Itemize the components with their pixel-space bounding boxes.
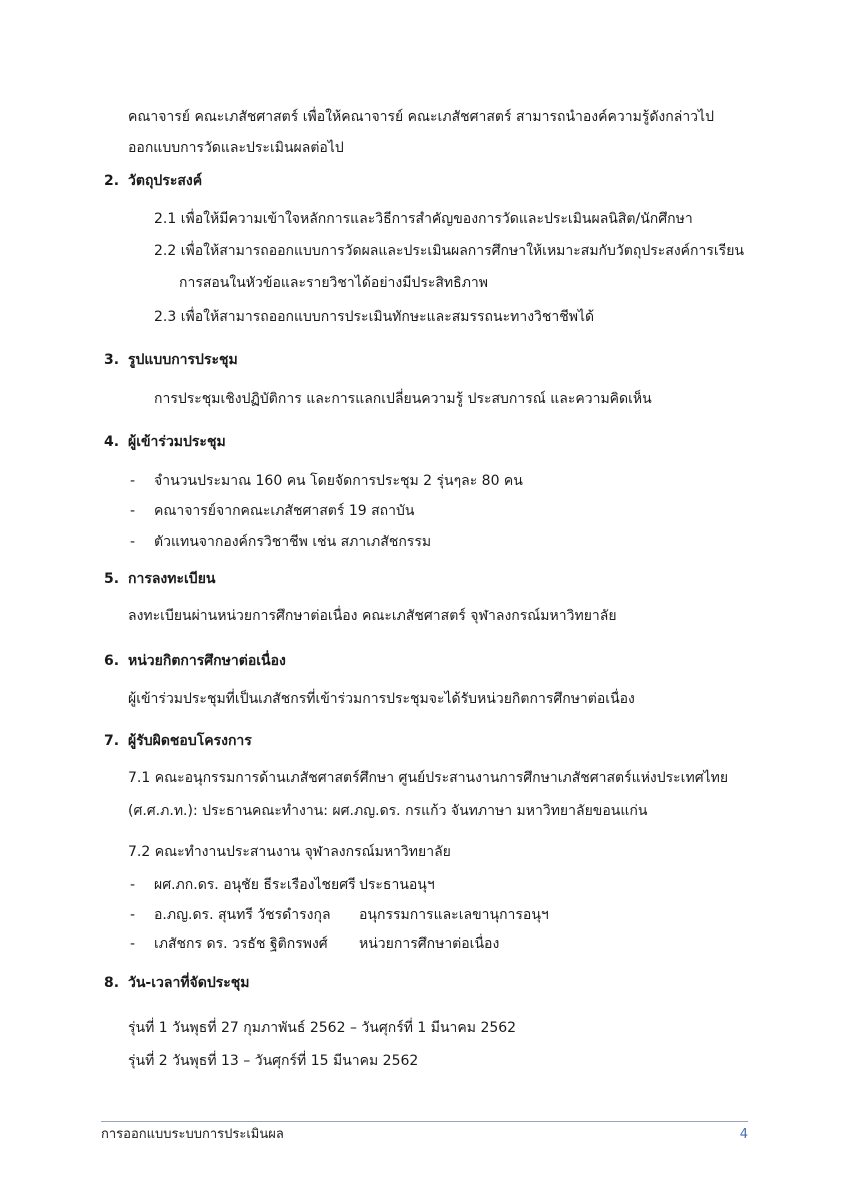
section-6-number: 6. xyxy=(104,653,120,669)
objective-2-2: 2.2 เพื่อให้สามารถออกแบบการวัดผลและประเมินผลการศึกษาให้เหมาะสมกับวัตถุประสงค์การเรียน xyxy=(154,243,744,259)
objective-2-2-cont: การสอนในหัวข้อและรายวิชาได้อย่างมีประสิทธิภาพ xyxy=(179,275,489,291)
section-7-2-title: 7.2 คณะทำงานประสานงาน จุฬาลงกรณ์มหาวิทยาลัย xyxy=(128,844,451,860)
section-5-title: การลงทะเบียน xyxy=(128,571,216,587)
committee-member-name: เภสัชกร ดร. วรธัช ฐิติกรพงศ์ xyxy=(154,936,328,952)
bullet-dash: - xyxy=(130,503,136,519)
objective-2-3: 2.3 เพื่อให้สามารถออกแบบการประเมินทักษะและสมรรถนะทางวิชาชีพได้ xyxy=(154,309,595,325)
participant-item: ตัวแทนจากองค์กรวิชาชีพ เช่น สภาเภสัชกรรม xyxy=(154,534,432,550)
bullet-dash: - xyxy=(130,534,136,550)
bullet-dash: - xyxy=(130,877,136,893)
section-7-1-line-1: 7.1 คณะอนุกรรมการด้านเภสัชศาสตร์ศึกษา ศูนย์ประสานงานการศึกษาเภสัชศาสตร์แห่งประเทศไทย xyxy=(128,770,729,786)
participant-item: คณาจารย์จากคณะเภสัชศาสตร์ 19 สถาบัน xyxy=(154,503,415,519)
committee-member-role: อนุกรรมการและเลขานุการอนุฯ xyxy=(359,907,549,923)
section-8-title: วัน-เวลาที่จัดประชุม xyxy=(128,975,250,991)
section-7-1-line-2: (ศ.ศ.ภ.ท.): ประธานคณะทำงาน: ผศ.ภญ.ดร. กรแก้ว จันทภาษา มหาวิทยาลัยขอนแก่น xyxy=(128,803,648,819)
section-7-title: ผู้รับผิดชอบโครงการ xyxy=(128,733,252,749)
objective-2-1: 2.1 เพื่อให้มีความเข้าใจหลักการและวิธีการสำคัญของการวัดและประเมินผลนิสิต/นักศึกษา xyxy=(154,211,693,227)
committee-member-role: ประธานอนุฯ xyxy=(359,877,435,893)
page-number: 4 xyxy=(739,1127,748,1142)
bullet-dash: - xyxy=(130,473,136,489)
committee-member-role: หน่วยการศึกษาต่อเนื่อง xyxy=(359,936,500,952)
intro-line-2: ออกแบบการวัดและประเมินผลต่อไป xyxy=(128,140,344,156)
committee-member-name: อ.ภญ.ดร. สุนทรี วัชรดำรงกุล xyxy=(154,907,331,923)
section-6-title: หน่วยกิตการศึกษาต่อเนื่อง xyxy=(128,653,286,669)
section-7-number: 7. xyxy=(104,733,120,749)
bullet-dash: - xyxy=(130,936,136,952)
section-5-number: 5. xyxy=(104,571,120,587)
committee-member-name: ผศ.ภก.ดร. อนุชัย ธีระเรืองไชยศรี xyxy=(154,877,356,893)
section-3-number: 3. xyxy=(104,352,120,368)
section-2-title: วัตถุประสงค์ xyxy=(128,173,203,189)
schedule-line: รุ่นที่ 1 วันพุธที่ 27 กุมภาพันธ์ 2562 – วันศุกร์ที่ 1 มีนาคม 2562 xyxy=(128,1020,517,1036)
bullet-dash: - xyxy=(130,907,136,923)
section-5-body: ลงทะเบียนผ่านหน่วยการศึกษาต่อเนื่อง คณะเภสัชศาสตร์ จุฬาลงกรณ์มหาวิทยาลัย xyxy=(128,608,617,624)
participant-item: จำนวนประมาณ 160 คน โดยจัดการประชุม 2 รุ่นๆละ 80 คน xyxy=(154,473,523,489)
schedule-line: รุ่นที่ 2 วันพุธที่ 13 – วันศุกร์ที่ 15 มีนาคม 2562 xyxy=(128,1053,419,1069)
section-2-number: 2. xyxy=(104,173,120,189)
intro-line-1: คณาจารย์ คณะเภสัชศาสตร์ เพื่อให้คณาจารย์ คณะเภสัชศาสตร์ สามารถนำองค์ความรู้ดังกล่าวไป xyxy=(128,109,714,125)
section-4-title: ผู้เข้าร่วมประชุม xyxy=(128,434,226,450)
footer-title: การออกแบบระบบการประเมินผล xyxy=(101,1127,284,1142)
footer-divider xyxy=(101,1121,748,1122)
section-4-number: 4. xyxy=(104,434,120,450)
section-6-body: ผู้เข้าร่วมประชุมที่เป็นเภสัชกรที่เข้าร่วมการประชุมจะได้รับหน่วยกิตการศึกษาต่อเนื่อง xyxy=(128,691,635,707)
section-3-title: รูปแบบการประชุม xyxy=(128,352,238,368)
section-8-number: 8. xyxy=(104,975,120,991)
section-3-body: การประชุมเชิงปฏิบัติการ และการแลกเปลี่ยนความรู้ ประสบการณ์ และความคิดเห็น xyxy=(154,391,652,407)
